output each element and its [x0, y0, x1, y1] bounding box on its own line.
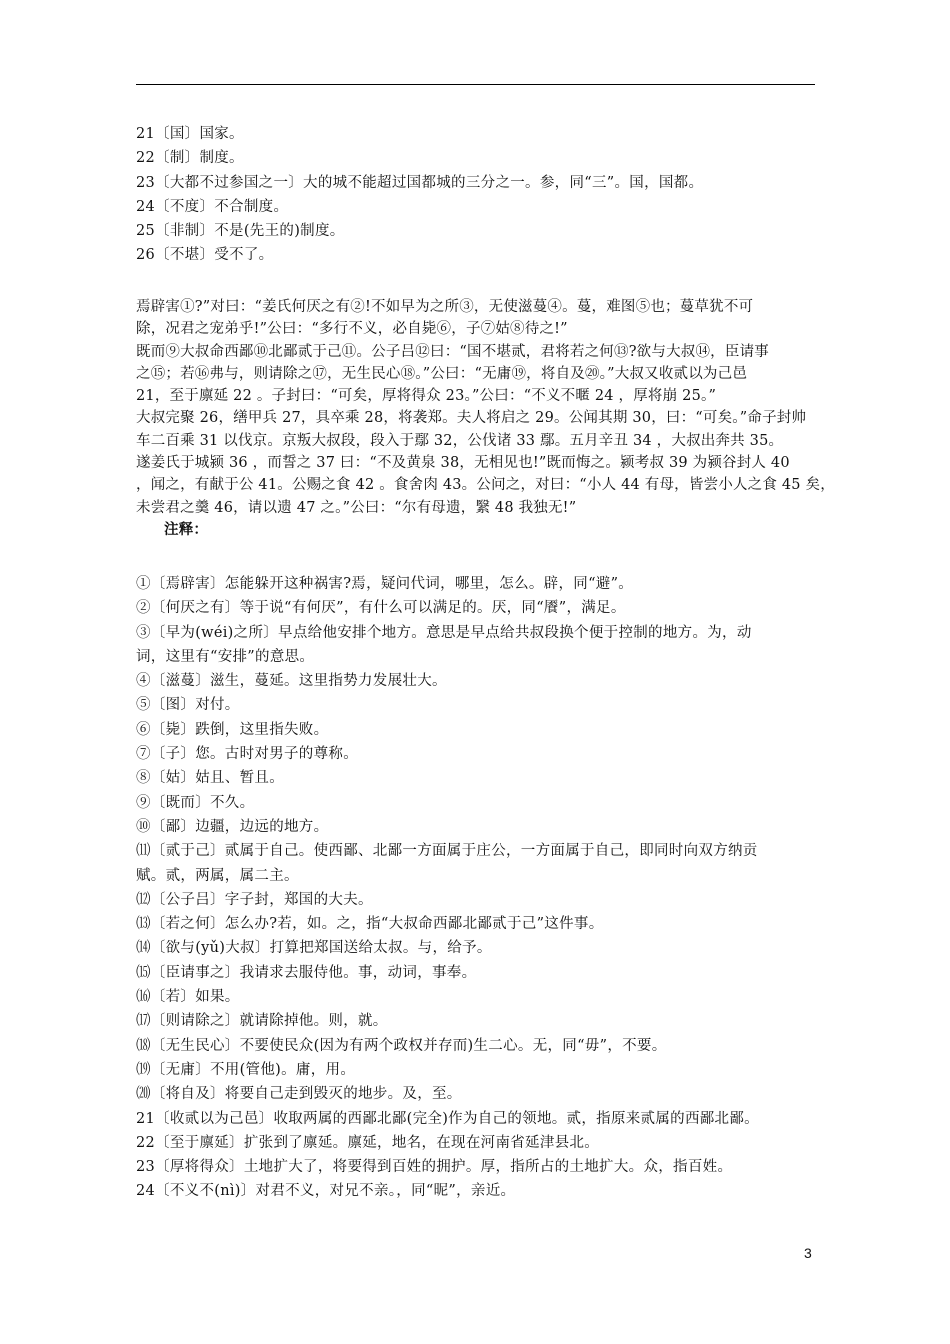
- note-line: 23〔大都不过参国之一〕大的城不能超过国都城的三分之一。参，同“三”。国，国都。: [136, 174, 704, 191]
- text-line: ，闻之，有献于公 41。公赐之食 42 。食舍肉 43。公问之，对曰：“小人 44 有母，皆尝小人之食 45 矣，: [136, 477, 835, 494]
- note-line: ⒆〔无庸〕不用(管他)。庸，用。: [136, 1061, 356, 1078]
- text-line: 车二百乘 31 以伐京。京叛大叔段，段入于鄢 32，公伐诸 33 鄢。五月辛丑 34 ，大叔出奔共 35。: [136, 432, 784, 449]
- note-line: 赋。贰，两属，属二主。: [136, 867, 299, 884]
- note-line: ⒀〔若之何〕怎么办?若，如。之，指“大叔命西鄙北鄙贰于己”这件事。: [136, 916, 604, 933]
- note-line: ②〔何厌之有〕等于说“有何厌”，有什么可以满足的。厌，同“餍”，满足。: [136, 600, 626, 617]
- note-line: 24〔不义不(nì)〕对君不义，对兄不亲。，同“昵”，亲近。: [136, 1183, 516, 1200]
- note-line: ⒃〔若〕如果。: [136, 989, 240, 1006]
- note-line: ⒇〔将自及〕将要自己走到毁灭的地步。及，至。: [136, 1086, 462, 1103]
- note-line: ⒁〔欲与(yǔ)大叔〕打算把郑国送给太叔。与，给予。: [136, 940, 492, 957]
- text-line: 之⑮；若⑯弗与，则请除之⑰，无生民心⑱。”公曰：“无庸⑲，将自及⑳。”大叔又收贰以为己邑: [136, 365, 748, 382]
- note-line: ⑦〔子〕您。古时对男子的尊称。: [136, 746, 358, 763]
- note-line: ⑥〔毙〕跌倒，这里指失败。: [136, 721, 329, 738]
- note-line: 21〔收贰以为己邑〕收取两属的西鄙北鄙(完全)作为自己的领地。贰，指原来贰属的西鄙北鄙。: [136, 1110, 759, 1127]
- main-text: [136, 296, 836, 541]
- top-notes: [136, 122, 836, 268]
- note-line: 词，这里有“安排”的意思。: [136, 648, 315, 665]
- text-line: 焉辟害①?”对曰：“姜氏何厌之有②!不如早为之所③，无使滋蔓④。蔓，难图⑤也；蔓草犹不可: [136, 299, 754, 315]
- note-line: 24〔不度〕不合制度。: [136, 198, 289, 215]
- note-line: ⑤〔图〕对付。: [136, 697, 240, 714]
- note-line: 22〔至于廪延〕扩张到了廪延。廪延，地名，在现在河南省延津县北。: [136, 1134, 600, 1151]
- note-line: ⒂〔臣请事之〕我请求去服侍他。事，动词，事奉。: [136, 964, 477, 981]
- note-line: 21〔国〕国家。: [136, 126, 244, 142]
- note-line: ④〔滋蔓〕滋生，蔓延。这里指势力发展壮大。: [136, 673, 447, 690]
- note-line: ⑾〔贰于己〕贰属于自己。使西鄙、北鄙一方面属于庄公，一方面属于自己，即同时向双方纳贡: [136, 843, 758, 860]
- text-line: 既而⑨大叔命西鄙⑩北鄙贰于己⑪。公子吕⑫曰：“国不堪贰，君将若之何⑬?欲与大叔⑭，臣请事: [136, 343, 769, 360]
- note-line: ⑩〔鄙〕边疆，边远的地方。: [136, 818, 329, 835]
- text-line: 除，况君之宠弟乎!”公曰：“多行不义，必自毙⑥，子⑦姑⑧待之!”: [136, 321, 568, 338]
- note-line: ③〔早为(wéi)之所〕早点给他安排个地方。意思是早点给共叔段换个便于控制的地方。为，动: [136, 624, 752, 641]
- note-line: ⑨〔既而〕不久。: [136, 794, 255, 811]
- note-line: 23〔厚将得众〕土地扩大了，将要得到百姓的拥护。厚，指所占的土地扩大。众，指百姓。: [136, 1159, 733, 1176]
- note-line: ⒄〔则请除之〕就请除掉他。则，就。: [136, 1013, 388, 1030]
- header-rule: [136, 84, 815, 85]
- note-line: ⑧〔姑〕姑且、暂且。: [136, 770, 284, 787]
- text-line: 未尝君之羹 46，请以遗 47 之。”公曰：“尔有母遗，繄 48 我独无!”: [136, 499, 577, 516]
- notes-list: [136, 572, 836, 1204]
- note-line: 25〔非制〕不是(先王的)制度。: [136, 223, 345, 240]
- note-line: 26〔不堪〕受不了。: [136, 247, 274, 264]
- text-line: 遂姜氏于城颍 36 ，而誓之 37 曰：“不及黄泉 38，无相见也!”既而悔之。颍考叔 39 为颍谷封人 40: [136, 455, 790, 472]
- note-line: ⑿〔公子吕〕字子封，郑国的大夫。: [136, 891, 373, 908]
- text-line: 大叔完聚 26，缮甲兵 27，具卒乘 28，将袭郑。夫人将启之 29。公闻其期 30，曰：“可矣。”命子封帅: [136, 410, 807, 427]
- note-line: 22〔制〕制度。: [136, 150, 244, 167]
- note-line: ①〔焉辟害〕怎能躲开这种祸害?焉，疑问代词，哪里，怎么。辟，同“避”。: [136, 576, 634, 592]
- page-number: 3: [804, 1245, 812, 1261]
- text-line: 21，至于廪延 22 。子封曰：“可矣，厚将得众 23。”公曰：“不义不暱 24 ，厚将崩 25。”: [136, 388, 717, 405]
- notes-heading: 注释：: [164, 520, 209, 538]
- note-line: ⒅〔无生民心〕不要使民众(因为有两个政权并存而)生二心。无，同“毋”，不要。: [136, 1037, 667, 1054]
